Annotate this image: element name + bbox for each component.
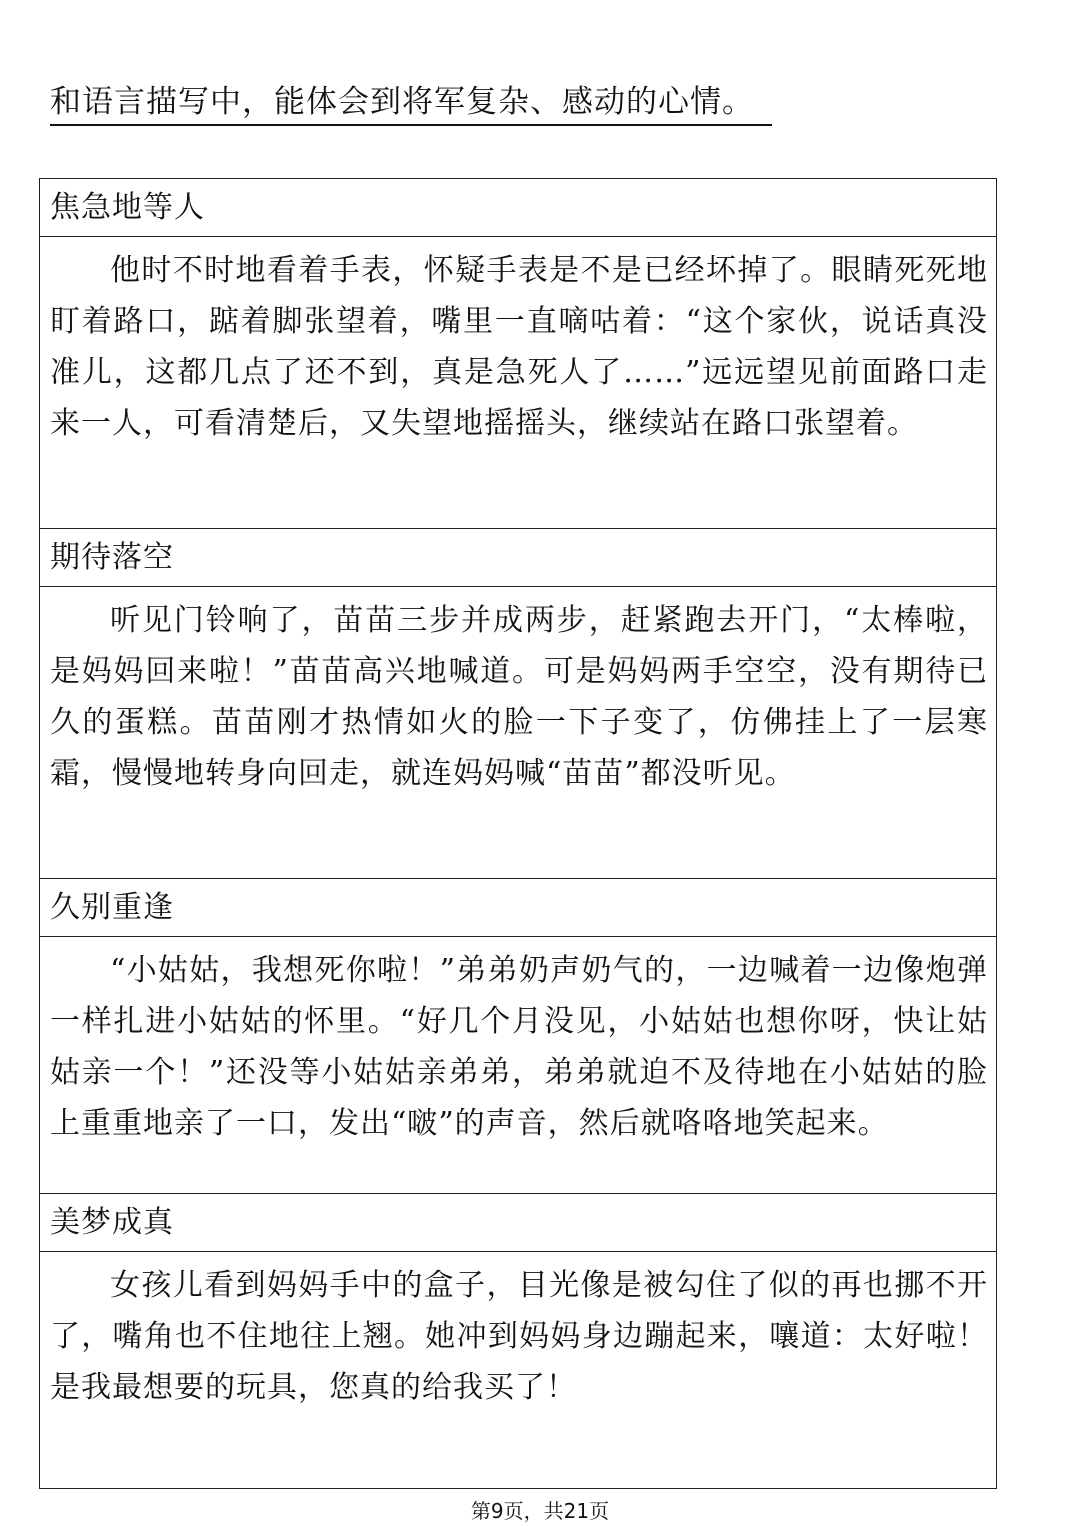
section-body: 女孩儿看到妈妈手中的盒子，目光像是被勾住了似的再也挪不开了，嘴角也不住地往上翘。她冲到妈妈身边蹦起来，嚷道：太好啦！是我最想要的玩具，您真的给我买了！	[50, 1268, 988, 1405]
section-body-cell	[40, 237, 997, 529]
section-title: 期待落空	[40, 529, 997, 587]
writing-examples-table	[39, 178, 997, 1489]
section-body-cell	[40, 937, 997, 1194]
table-row	[40, 529, 997, 587]
section-title: 焦急地等人	[40, 179, 997, 237]
section-body: 听见门铃响了，苗苗三步并成两步，赶紧跑去开门，“太棒啦，是妈妈回来啦！”苗苗高兴地喊道。可是妈妈两手空空，没有期待已久的蛋糕。苗苗刚才热情如火的脸一下子变了，仿佛挂上了一层寒霜，慢慢地转身向回走，就连妈妈喊“苗苗”都没听见。	[50, 603, 988, 791]
page-number-footer: 第9页，共21页	[470, 1499, 610, 1523]
continued-text-line: 和语言描写中，能体会到将军复杂、感动的心情。	[50, 80, 772, 126]
section-body: “小姑姑，我想死你啦！”弟弟奶声奶气的，一边喊着一边像炮弹一样扎进小姑姑的怀里。“好几个月没见，小姑姑也想你呀，快让姑姑亲一个！”还没等小姑姑亲弟弟，弟弟就迫不及待地在小姑姑的脸上重重地亲了一口，发出“啵”的声音，然后就咯咯地笑起来。	[50, 953, 988, 1141]
table-row	[40, 879, 997, 937]
section-body-cell	[40, 587, 997, 879]
table-row	[40, 937, 997, 1194]
table-row	[40, 1252, 997, 1489]
section-title: 久别重逢	[40, 879, 997, 937]
table-row	[40, 179, 997, 237]
table-row	[40, 587, 997, 879]
table-row	[40, 237, 997, 529]
section-body-cell	[40, 1252, 997, 1489]
section-body: 他时不时地看着手表，怀疑手表是不是已经坏掉了。眼睛死死地盯着路口，踮着脚张望着，嘴里一直嘀咕着：“这个家伙，说话真没准儿，这都几点了还不到，真是急死人了……”远远望见前面路口走来一人，可看清楚后，又失望地摇摇头，继续站在路口张望着。	[50, 253, 988, 441]
section-title: 美梦成真	[40, 1194, 997, 1252]
table-row	[40, 1194, 997, 1252]
